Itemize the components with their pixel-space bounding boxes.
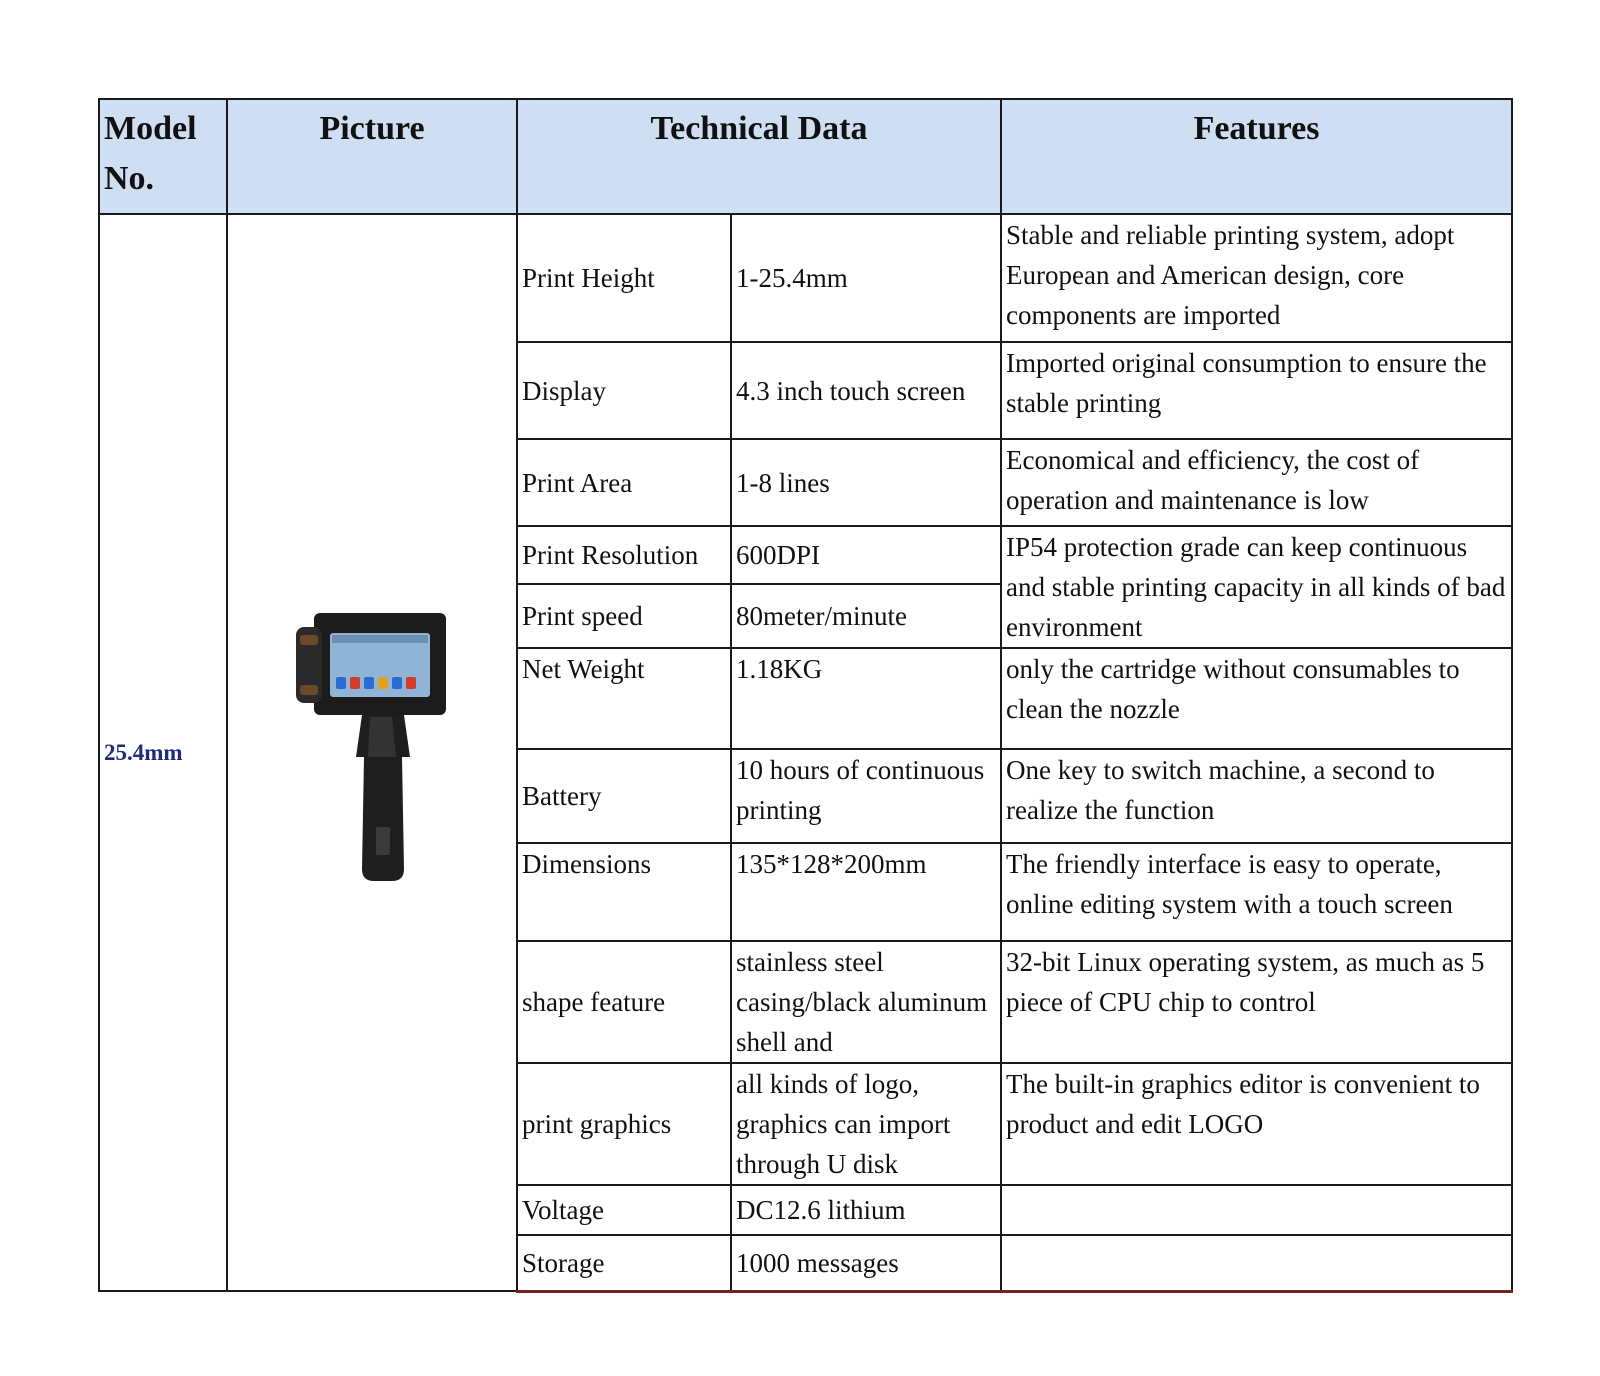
spec-table <box>98 98 1513 1293</box>
feature-text: 32-bit Linux operating system, as much as 5 piece of CPU chip to control <box>1001 941 1512 1063</box>
spec-label: shape feature <box>517 941 731 1063</box>
feature-text: One key to switch machine, a second to realize the function <box>1001 749 1512 843</box>
spec-value: 1-8 lines <box>731 439 1001 526</box>
feature-text: The built-in graphics editor is convenient to product and edit LOGO <box>1001 1063 1512 1185</box>
feature-text: The friendly interface is easy to operate, online editing system with a touch screen <box>1001 843 1512 941</box>
feature-text: only the cartridge without consumables to clean the nozzle <box>1001 648 1512 749</box>
spec-value: stainless steel casing/black aluminum shell and <box>731 941 1001 1063</box>
spec-label: Print speed <box>517 584 731 648</box>
model-value: 25.4mm <box>99 214 227 1291</box>
spec-label: Battery <box>517 749 731 843</box>
feature-text <box>1001 1185 1512 1235</box>
spec-value: 10 hours of continuous printing <box>731 749 1001 843</box>
spec-label: Net Weight <box>517 648 731 749</box>
spec-value: DC12.6 lithium <box>731 1185 1001 1235</box>
spec-value: 80meter/minute <box>731 584 1001 648</box>
spec-value: 600DPI <box>731 526 1001 584</box>
spec-value: 1.18KG <box>731 648 1001 749</box>
feature-text: Economical and efficiency, the cost of operation and maintenance is low <box>1001 439 1512 526</box>
spec-label: Voltage <box>517 1185 731 1235</box>
spec-value: 4.3 inch touch screen <box>731 342 1001 439</box>
spec-label: Print Height <box>517 214 731 342</box>
picture-cell <box>227 214 517 1291</box>
header-features: Features <box>1001 99 1512 214</box>
header-technical-data: Technical Data <box>517 99 1001 214</box>
spec-label: Dimensions <box>517 843 731 941</box>
spec-value: 1000 messages <box>731 1235 1001 1291</box>
spec-value: all kinds of logo, graphics can import through U disk <box>731 1063 1001 1185</box>
feature-text: Stable and reliable printing system, adopt European and American design, core components are imported <box>1001 214 1512 342</box>
spec-value: 1-25.4mm <box>731 214 1001 342</box>
feature-text <box>1001 1235 1512 1291</box>
spec-label: Storage <box>517 1235 731 1291</box>
feature-text: IP54 protection grade can keep continuous and stable printing capacity in all kinds of bad environment <box>1001 526 1512 648</box>
header-picture: Picture <box>227 99 517 214</box>
spec-value: 135*128*200mm <box>731 843 1001 941</box>
table-row <box>99 214 1512 342</box>
spec-label: Print Area <box>517 439 731 526</box>
spec-label: Print Resolution <box>517 526 731 584</box>
spec-label: print graphics <box>517 1063 731 1185</box>
header-model: Model No. <box>99 99 227 214</box>
handheld-inkjet-printer-image <box>292 607 452 887</box>
feature-text: Imported original consumption to ensure the stable printing <box>1001 342 1512 439</box>
spec-label: Display <box>517 342 731 439</box>
header-row <box>99 99 1512 214</box>
